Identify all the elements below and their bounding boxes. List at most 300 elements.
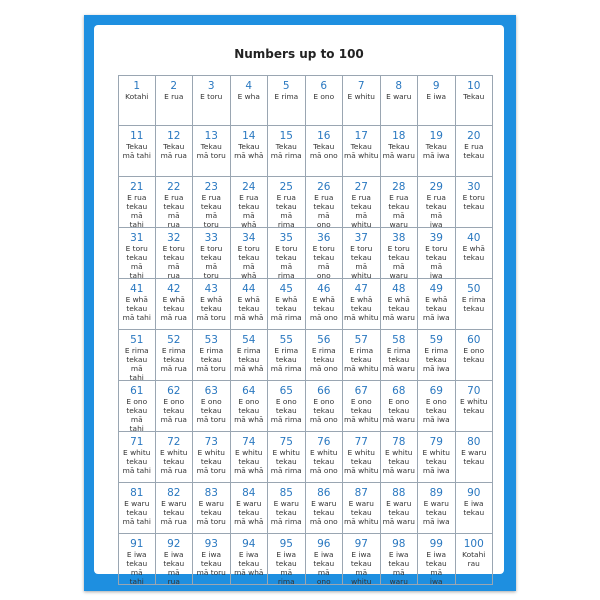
number-cell [156,483,194,534]
page-title: Numbers up to 100 [234,47,364,61]
maori-word: E rima tekau mā iwa [422,346,450,373]
number-cell [306,126,344,177]
maori-word: E ono tekau [463,346,485,364]
numeral: 71 [130,436,144,448]
maori-word: E ono tekau mā toru [196,397,226,424]
numeral: 39 [429,232,443,244]
maori-word: E rima tekau mā rua [160,346,187,373]
maori-word: Tekau mā rima [270,142,302,160]
numeral: 30 [467,181,481,193]
number-cell [268,330,306,381]
number-cell [268,279,306,330]
numeral: 66 [317,385,331,397]
maori-word: E iwa tekau mā rima [275,550,297,585]
maori-word: Tekau mā waru [382,142,415,160]
maori-word: E rua tekau mā rua [163,193,185,228]
numeral: 83 [204,487,218,499]
number-cell [456,228,494,279]
maori-word: E waru tekau mā iwa [422,499,450,526]
maori-word: E rima tekau mā ono [309,346,338,373]
maori-word: E iwa tekau mā toru [196,550,226,577]
number-cell [231,228,269,279]
maori-word: E waru tekau mā whitu [344,499,379,526]
numeral: 60 [467,334,481,346]
maori-word: E whā tekau mā rima [270,295,302,322]
number-cell [118,483,156,534]
numeral: 16 [317,130,331,142]
numeral: 55 [279,334,293,346]
maori-word: E whitu tekau mā ono [309,448,338,475]
maori-word: E toru tekau mā tahi [125,244,148,279]
maori-word: E toru tekau [462,193,485,211]
numeral: 77 [354,436,368,448]
maori-word: E rua tekau mā rima [275,193,297,228]
number-cell [193,279,231,330]
maori-word: E iwa tekau mā rua [163,550,185,585]
numeral: 70 [467,385,481,397]
numeral: 75 [279,436,293,448]
number-cell [306,432,344,483]
number-cell [306,279,344,330]
numeral: 68 [392,385,406,397]
maori-word: E waru tekau [461,448,487,466]
numeral: 36 [317,232,331,244]
numeral: 46 [317,283,331,295]
numeral: 23 [204,181,218,193]
numeral: 34 [242,232,256,244]
numeral: 11 [130,130,144,142]
number-cell [381,534,419,585]
numeral: 99 [429,538,443,550]
number-cell [456,177,494,228]
number-cell [268,75,306,126]
maori-word: E rua tekau mā waru [388,193,410,228]
numeral: 85 [279,487,293,499]
numeral: 18 [392,130,406,142]
numeral: 15 [279,130,293,142]
numeral: 1 [133,80,141,92]
number-cell [456,534,494,585]
numeral: 42 [167,283,181,295]
number-cell [231,177,269,228]
maori-word: E waru [386,92,412,101]
numeral: 57 [354,334,368,346]
number-cell [306,177,344,228]
number-cell [343,75,381,126]
number-cell [231,534,269,585]
number-cell [193,228,231,279]
numeral: 67 [354,385,368,397]
maori-word: E toru tekau mā ono [312,244,335,279]
numeral: 81 [130,487,144,499]
maori-word: E iwa tekau [463,499,485,517]
number-cell [306,330,344,381]
maori-word: E whitu tekau mā whā [234,448,264,475]
number-cell [456,75,494,126]
numeral: 91 [130,538,144,550]
number-cell [381,483,419,534]
number-cell [118,534,156,585]
number-cell [381,381,419,432]
number-cell [381,75,419,126]
number-cell [343,534,381,585]
number-cell [268,432,306,483]
maori-word: E rima tekau [461,295,486,313]
maori-word: E whā tekau mā ono [309,295,338,322]
maori-word: Tekau mā iwa [422,142,450,160]
number-grid [118,75,493,585]
chart-sheet [94,25,504,585]
number-cell [418,534,456,585]
number-cell [156,534,194,585]
number-cell [343,483,381,534]
numeral: 3 [207,80,215,92]
maori-word: Tekau mā tahi [122,142,151,160]
maori-word: E iwa tekau mā ono [313,550,335,585]
number-cell [193,330,231,381]
number-cell [456,432,494,483]
number-cell [456,483,494,534]
numeral: 89 [429,487,443,499]
numeral: 97 [354,538,368,550]
number-cell [268,177,306,228]
numeral: 47 [354,283,368,295]
number-cell [193,126,231,177]
maori-word: E toru [200,92,223,101]
numeral: 29 [429,181,443,193]
numeral: 31 [130,232,144,244]
maori-word: E toru tekau mā whā [237,244,260,279]
numeral: 86 [317,487,331,499]
numeral: 76 [317,436,331,448]
number-cell [118,381,156,432]
numeral: 9 [432,80,440,92]
maori-word: E rua tekau mā tahi [126,193,148,228]
number-cell [381,432,419,483]
number-cell [418,279,456,330]
numeral: 96 [317,538,331,550]
maori-word: E whā tekau mā iwa [422,295,450,322]
numeral: 87 [354,487,368,499]
numeral: 53 [204,334,218,346]
maori-word: E rua tekau mā ono [313,193,335,228]
maori-word: E whitu tekau mā rima [270,448,302,475]
numeral: 52 [167,334,181,346]
numeral: 21 [130,181,144,193]
numeral: 90 [467,487,481,499]
number-cell [118,126,156,177]
number-cell [456,381,494,432]
numeral: 95 [279,538,293,550]
numeral: 65 [279,385,293,397]
number-cell [231,126,269,177]
numeral: 13 [204,130,218,142]
numeral: 24 [242,181,256,193]
maori-word: E ono tekau mā whitu [344,397,379,424]
numeral: 25 [279,181,293,193]
maori-word: Tekau mā toru [196,142,226,160]
number-cell [343,381,381,432]
maori-word: E whā tekau mā tahi [122,295,151,322]
numeral: 22 [167,181,181,193]
maori-word: E waru tekau mā waru [382,499,415,526]
maori-word: E whitu tekau mā whitu [344,448,379,475]
number-cell [268,483,306,534]
number-cell [231,75,269,126]
maori-word: E rima tekau mā whitu [344,346,379,373]
number-cell [118,432,156,483]
number-cell [343,126,381,177]
maori-word: E iwa tekau mā whā [234,550,264,577]
number-cell [456,126,494,177]
maori-word: Tekau mā ono [309,142,338,160]
number-cell [193,75,231,126]
numeral: 98 [392,538,406,550]
numeral: 64 [242,385,256,397]
number-cell [193,381,231,432]
numeral: 82 [167,487,181,499]
numeral: 93 [204,538,218,550]
maori-word: E ono tekau mā tahi [126,397,148,432]
number-cell [156,381,194,432]
number-cell [156,279,194,330]
number-cell [343,279,381,330]
numeral: 88 [392,487,406,499]
numeral: 26 [317,181,331,193]
numeral: 6 [320,80,328,92]
maori-word: E toru tekau mā waru [387,244,410,279]
maori-word: Tekau mā whitu [344,142,379,160]
number-cell [118,75,156,126]
maori-word: E iwa tekau mā whitu [350,550,372,585]
numeral: 62 [167,385,181,397]
maori-word: E toru tekau mā rima [275,244,298,279]
number-cell [381,126,419,177]
numeral: 8 [395,80,403,92]
number-cell [193,177,231,228]
number-cell [456,279,494,330]
maori-word: E ono tekau mā whā [234,397,264,424]
number-cell [418,177,456,228]
maori-word: E iwa tekau mā iwa [425,550,447,585]
maori-word: E whitu tekau mā waru [382,448,415,475]
number-cell [231,330,269,381]
number-cell [118,228,156,279]
maori-word: E wha [237,92,260,101]
number-cell [343,432,381,483]
maori-word: E waru tekau mā whā [234,499,264,526]
number-cell [118,330,156,381]
number-cell [418,228,456,279]
maori-word: E rima tekau mā rima [270,346,302,373]
number-cell [268,381,306,432]
numeral: 20 [467,130,481,142]
number-cell [306,228,344,279]
maori-word: E whā tekau mā whā [234,295,264,322]
maori-word: E rua tekau mā whā [238,193,260,228]
numeral: 61 [130,385,144,397]
maori-word: E rima tekau mā tahi [124,346,149,381]
number-cell [118,279,156,330]
number-cell [268,534,306,585]
maori-word: E whā tekau mā rua [160,295,187,322]
maori-word: E ono tekau mā rua [160,397,187,424]
number-cell [268,228,306,279]
numeral: 5 [282,80,290,92]
number-cell [381,228,419,279]
numeral: 84 [242,487,256,499]
maori-word: E rima [274,92,299,101]
maori-word: E whā tekau [462,244,485,262]
maori-word: E ono tekau mā rima [270,397,302,424]
number-cell [268,126,306,177]
numeral: 7 [357,80,365,92]
number-cell [193,483,231,534]
numeral: 69 [429,385,443,397]
maori-word: E rima tekau mā toru [196,346,226,373]
numeral: 2 [170,80,178,92]
numeral: 80 [467,436,481,448]
maori-word: E whitu tekau mā tahi [122,448,151,475]
maori-word: Tekau [463,92,485,101]
number-cell [418,126,456,177]
number-cell [418,330,456,381]
maori-word: E rua tekau mā iwa [425,193,447,228]
number-cell [231,483,269,534]
maori-word: Tekau mā rua [160,142,187,160]
numeral: 33 [204,232,218,244]
numeral: 73 [204,436,218,448]
maori-word: Kotahi [125,92,149,101]
maori-word: E toru tekau mā whitu [350,244,373,279]
maori-word: E whā tekau mā whitu [344,295,379,322]
number-cell [343,177,381,228]
number-cell [231,381,269,432]
number-cell [418,381,456,432]
maori-word: E rua tekau mā toru [200,193,222,228]
maori-word: E whitu tekau mā rua [160,448,188,475]
maori-word: E whā tekau mā toru [196,295,226,322]
maori-word: E waru tekau mā tahi [122,499,151,526]
maori-word: E rua [164,92,184,101]
numeral: 54 [242,334,256,346]
numeral: 35 [279,232,293,244]
number-cell [156,228,194,279]
number-cell [156,330,194,381]
maori-word: E waru tekau mā toru [196,499,226,526]
numeral: 94 [242,538,256,550]
numeral: 37 [354,232,368,244]
numeral: 100 [463,538,484,550]
number-cell [306,75,344,126]
maori-word: E iwa tekau mā tahi [126,550,148,585]
numeral: 45 [279,283,293,295]
maori-word: E toru tekau mā rua [162,244,185,279]
number-cell [418,75,456,126]
numeral: 92 [167,538,181,550]
number-cell [456,330,494,381]
maori-word: E ono tekau mā ono [309,397,338,424]
numeral: 38 [392,232,406,244]
numeral: 40 [467,232,481,244]
numeral: 44 [242,283,256,295]
maori-word: Kotahi rau [462,550,486,568]
number-cell [418,483,456,534]
maori-word: E whitu [347,92,375,101]
maori-word: E whitu tekau mā toru [196,448,226,475]
maori-word: E iwa [426,92,447,101]
numeral: 56 [317,334,331,346]
numeral: 79 [429,436,443,448]
number-cell [381,330,419,381]
maori-word: E ono [313,92,335,101]
numeral: 58 [392,334,406,346]
maori-word: E toru tekau mā iwa [425,244,448,279]
number-cell [381,279,419,330]
number-cell [118,177,156,228]
numeral: 51 [130,334,144,346]
maori-word: E rua tekau [463,142,485,160]
number-cell [343,228,381,279]
number-cell [343,330,381,381]
number-cell [306,381,344,432]
maori-word: E ono tekau mā waru [382,397,415,424]
maori-word: E iwa tekau mā waru [388,550,410,585]
maori-word: E rima tekau mā whā [234,346,264,373]
numeral: 4 [245,80,253,92]
number-cell [156,126,194,177]
maori-word: E waru tekau mā rua [160,499,187,526]
maori-word: E waru tekau mā rima [270,499,302,526]
numeral: 59 [429,334,443,346]
numeral: 19 [429,130,443,142]
numeral: 50 [467,283,481,295]
number-cell [418,432,456,483]
maori-word: E rua tekau mā whitu [350,193,372,228]
number-cell [156,177,194,228]
numeral: 32 [167,232,181,244]
number-cell [193,432,231,483]
number-cell [156,432,194,483]
maori-word: E whitu tekau mā iwa [422,448,450,475]
number-cell [231,432,269,483]
number-cell [306,534,344,585]
numeral: 17 [354,130,368,142]
maori-word: E waru tekau mā ono [309,499,338,526]
maori-word: E whitu tekau [460,397,488,415]
number-cell [193,534,231,585]
maori-word: E toru tekau mā toru [200,244,223,279]
numeral: 10 [467,80,481,92]
numeral: 12 [167,130,181,142]
numeral: 78 [392,436,406,448]
maori-word: E whā tekau mā waru [382,295,415,322]
number-cell [231,279,269,330]
numeral: 27 [354,181,368,193]
maori-word: E ono tekau mā iwa [422,397,450,424]
numeral: 28 [392,181,406,193]
numeral: 43 [204,283,218,295]
numeral: 48 [392,283,406,295]
maori-word: E rima tekau mā waru [382,346,415,373]
numeral: 63 [204,385,218,397]
numeral: 49 [429,283,443,295]
number-cell [156,75,194,126]
maori-word: Tekau mā whā [234,142,264,160]
numeral: 74 [242,436,256,448]
number-cell [306,483,344,534]
number-cell [381,177,419,228]
